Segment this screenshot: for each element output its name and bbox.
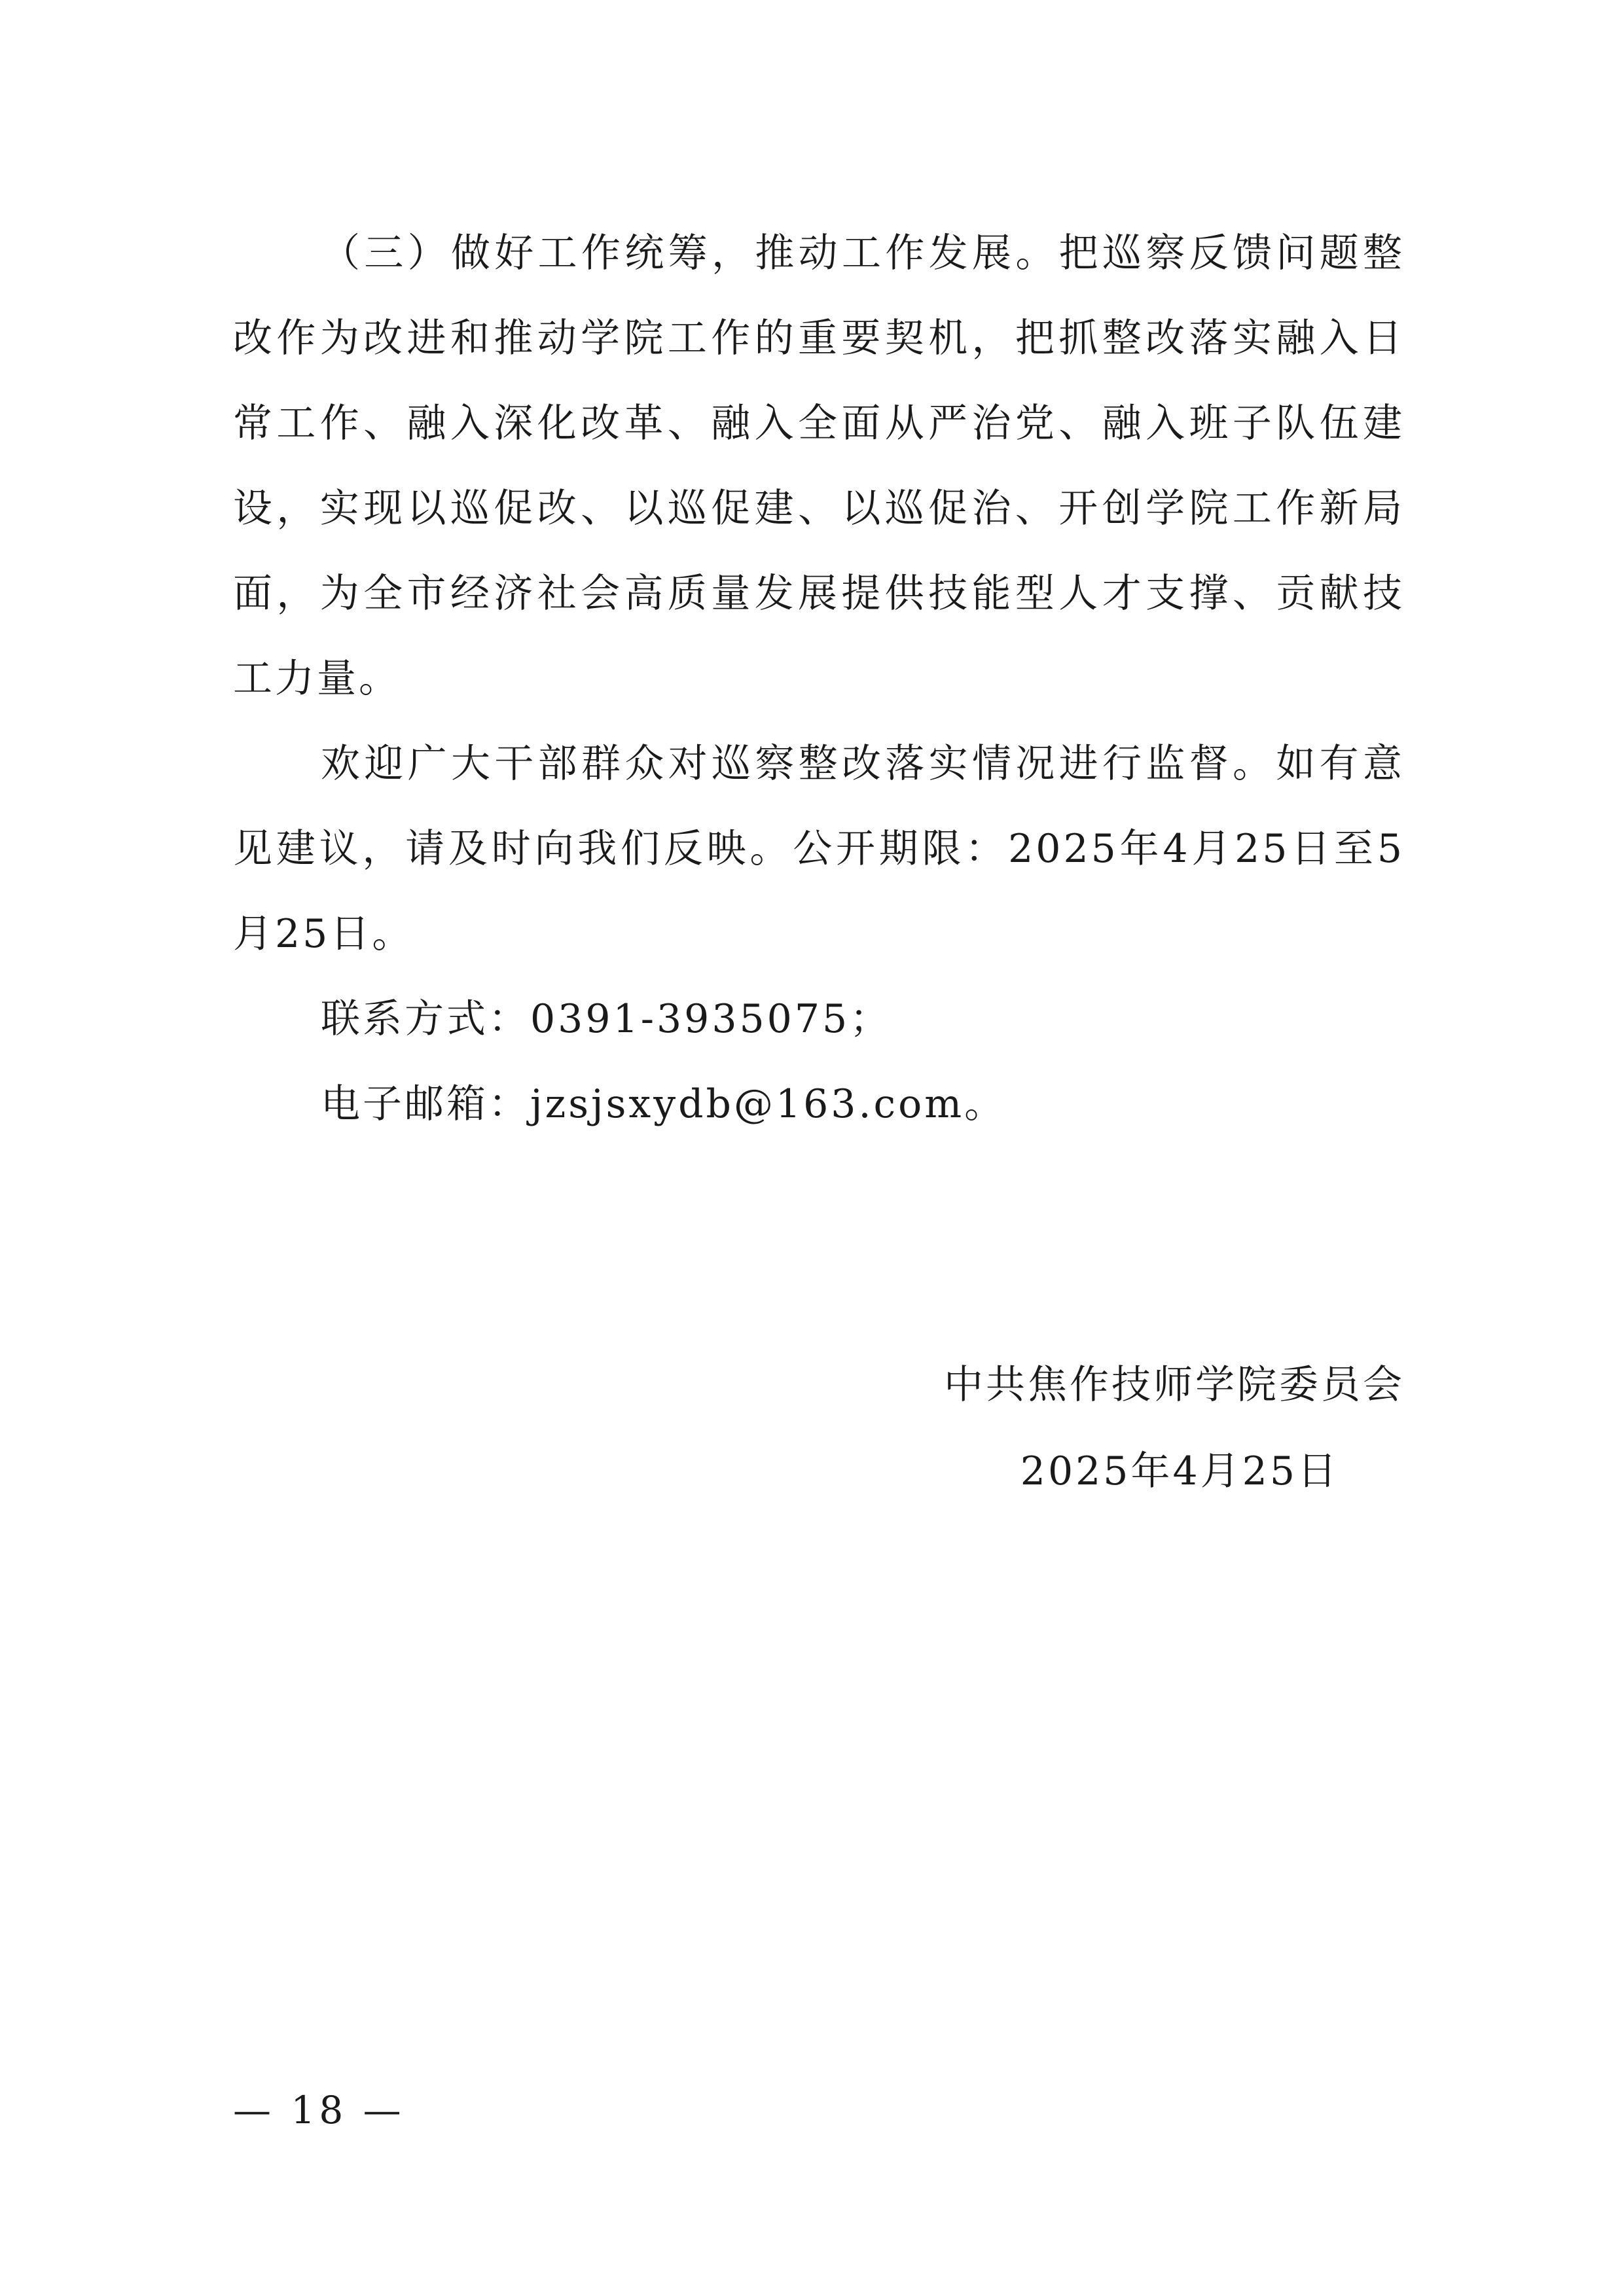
- contact-phone: 联系方式：0391-3935075；: [321, 996, 892, 1042]
- signature-date: 2025年4月25日: [1020, 1448, 1339, 1494]
- signature-organization: 中共焦作技师学院委员会: [944, 1362, 1405, 1408]
- document-body: [233, 211, 1405, 1147]
- paragraph-supervision-notice: 欢迎广大干部群众对巡察整改落实情况进行监督。如有意见建议，请及时向我们反映。公开期限：2025年4月25日至5月25日。: [233, 741, 1405, 957]
- paragraph-work-coordination: （三）做好工作统筹，推动工作发展。把巡察反馈问题整改作为改进和推动学院工作的重要契机，把抓整改落实融入日常工作、融入深化改革、融入全面从严治党、融入班子队伍建设，实现以巡促改、以巡促建、以巡促治、开创学院工作新局面，为全市经济社会高质量发展提供技能型人才支撑、贡献技工力量。: [233, 230, 1405, 702]
- contact-email: 电子邮箱：jzsjsxydb@163.com。: [321, 1081, 1007, 1127]
- page-number: — 18 —: [233, 2088, 405, 2132]
- signature-block: [816, 1342, 1405, 1515]
